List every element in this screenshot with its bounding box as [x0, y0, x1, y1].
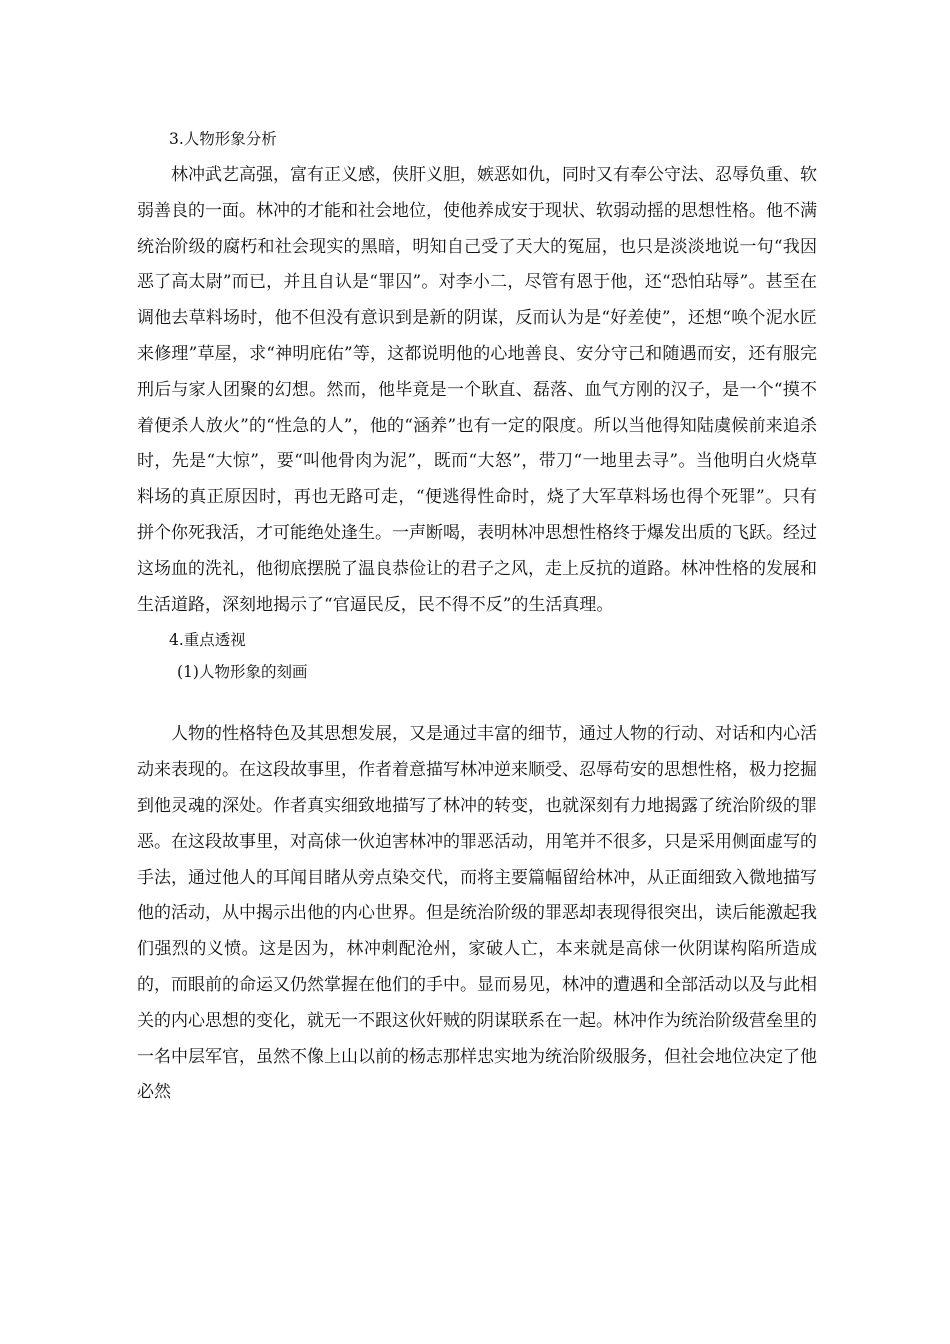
subsection-heading-characterization: (1)人物形象的刻画	[177, 663, 308, 682]
paragraph-characterization: 人物的性格特色及其思想发展，又是通过丰富的细节，通过人物的行动、对话和内心活动来表现的。在这段故事里，作者着意描写林冲逆来顺受、忍辱苟安的思想性格，极力挖掘到他灵魂的深处。作者真实细致地描写了林冲的转变，也就深刻有力地揭露了统治阶级的罪恶。在这段故事里，对高俅一伙迫害林冲的罪恶活动，用笔并不很多，只是采用侧面虚写的手法，通过他人的耳闻目睹从旁点染交代，而将主要篇幅留给林冲，从正面细致入微地描写他的活动，从中揭示出他的内心世界。但是统治阶级的罪恶却表现得很突出，读后能激起我们强烈的义愤。这是因为，林冲刺配沧州，家破人亡，本来就是高俅一伙阴谋构陷所造成的，而眼前的命运又仍然掌握在他们的手中。显而易见，林冲的遭遇和全部活动以及与此相关的内心思想的变化，就无一不跟这伙奸贼的阴谋联系在一起。林冲作为统治阶级营垒里的一名中层军官，虽然不像上山以前的杨志那样忠实地为统治阶级服务，但社会地位决定了他必然	[137, 724, 817, 1103]
document-body	[137, 124, 817, 1111]
section-heading-character-analysis: 3.人物形象分析	[169, 130, 277, 148]
paragraph-lin-chong-character: 林冲武艺高强，富有正义感，侠肝义胆，嫉恶如仇，同时又有奉公守法、忍辱负重、软弱善良的一面。林冲的才能和社会地位，使他养成安于现状、软弱动摇的思想性格。他不满统治阶级的腐朽和社会现实的黑暗，明知自己受了天大的冤屈，也只是淡淡地说一句“我因恶了高太尉”而已，并且自认是“罪囚”。对李小二，尽管有恩于他，还“恐怕玷辱”。甚至在调他去草料场时，他不但没有意识到是新的阴谋，反而认为是“好差使”，还想“唤个泥水匠来修理”草屋，求“神明庇佑”等，这都说明他的心地善良、安分守己和随遇而安，还有服完刑后与家人团聚的幻想。然而，他毕竟是一个耿直、磊落、血气方刚的汉子，是一个“摸不着便杀人放火”的“性急的人”，他的“涵养”也有一定的限度。所以当他得知陆虞候前来追杀时，先是“大惊”，要“叫他骨肉为泥”，既而“大怒”，带刀“一地里去寻”。当他明白火烧草料场的真正原因时，再也无路可走，“便逃得性命时，烧了大军草料场也得个死罪”。只有拼个你死我活，才可能绝处逢生。一声断喝，表明林冲思想性格终于爆发出质的飞跃。经过这场血的洗礼，他彻底摆脱了温良恭俭让的君子之风，走上反抗的道路。林冲性格的发展和生活道路，深刻地揭示了“官逼民反，民不得不反”的生活真理。	[137, 165, 817, 615]
section-heading-key-points: 4.重点透视	[169, 631, 246, 650]
